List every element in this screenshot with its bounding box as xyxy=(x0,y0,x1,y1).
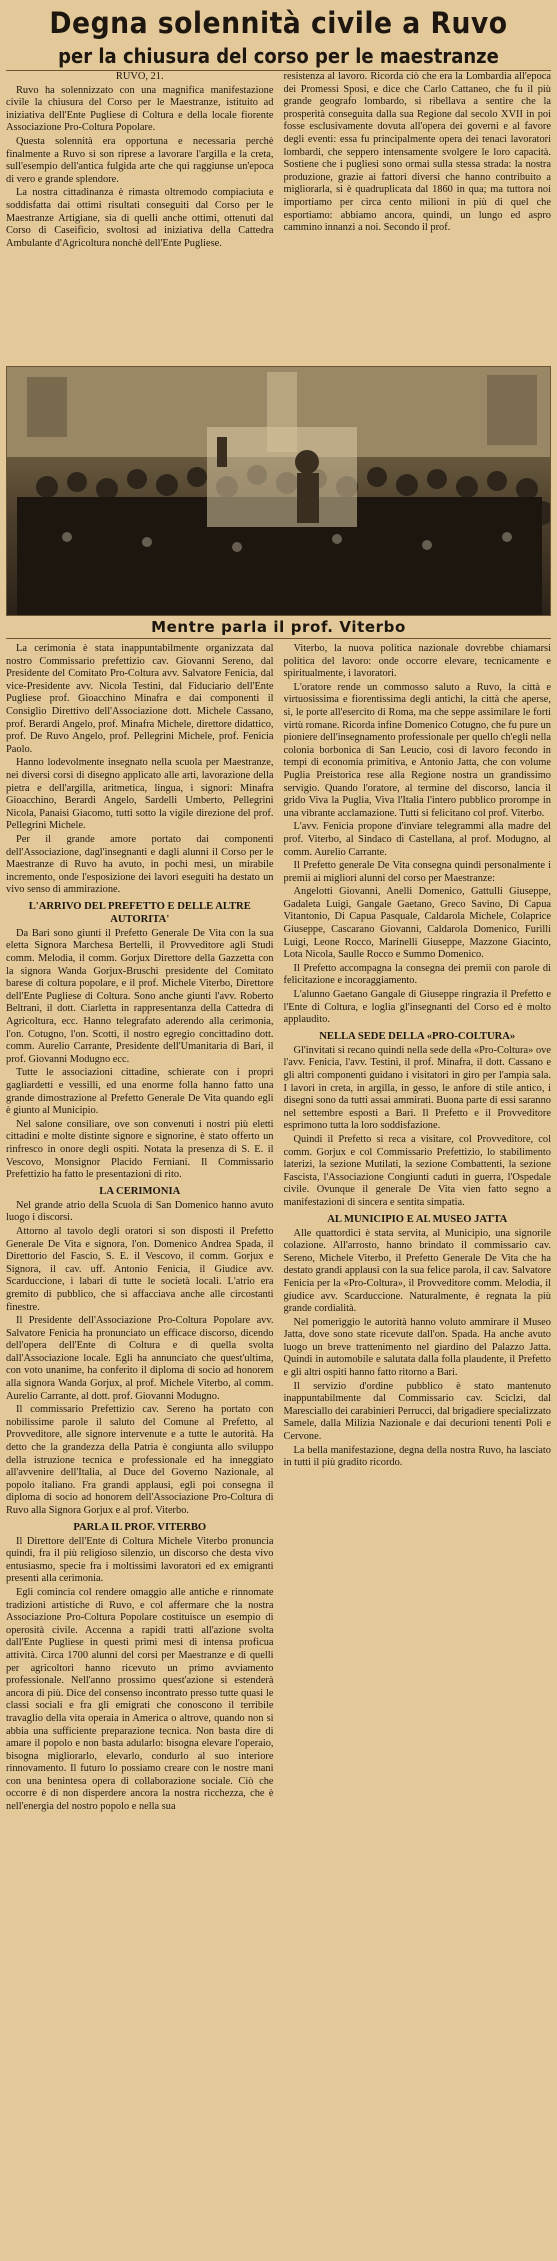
article-paragraph: Angelotti Giovanni, Anelli Domenico, Gattulli Giuseppe, Gadaleta Luigi, Gangale Gaetano, Greco Savino, Di Capua Vitantonio, Di Capua Pasquale, Caldarola Michele, Colaprice Giuseppe, Cascarano Giovanni, Caldarola Domenico, Furilli Luigi, Leone Rocco, Marinelli Giuseppe, Mazzone Giacinto, Lota Nicola, Saulle Rocco e Summo Domenico. xyxy=(283,886,551,961)
intro-paragraph: Questa solennità era opportuna e necessaria perchè finalmente a Ruvo si son riprese a lavorare l'argilla e la creta, sull'esempio dell'antica fulgida arte che qui raggiunse un'epoca di vero e grande splendore. xyxy=(6,135,274,185)
article-paragraph: Tutte le associazioni cittadine, schierate con i propri gagliardetti e vessilli, ed una enorme folla hanno fatto una grande dimostrazione al Prefetto Generale De Vita quando egli è giunto al Municipio. xyxy=(6,1067,274,1117)
dateline: RUVO, 21. xyxy=(115,71,164,82)
article-paragraph: L'oratore rende un commosso saluto a Ruvo, la città e virtuosissima e fiorentissima degli antichi, la città che aperse, si, le porte all'esercito di Roma, ma che seppe assimilare le forti virtù romane. Ricorda infine Domenico Cotugno, che fu pure un pioniere dell'insegnamento professionale per quello ch'egli nella colonia borbonica di San Leucio, così di lavoro fecondo in tempi di economia primitiva, e Antonio Jatta, che con volume Puglia Preistorica rese alla Regione nostra un grandissimo servigio. Quando l'oratore, al termine del discorso, lancia il grido Viva la Puglia, Viva l'Italia l'intero pubblico prorompe in una vibrante acclamazione. Tutti si felicitano col prof. Viterbo. xyxy=(283,681,551,819)
section-heading: L'ARRIVO DEL PREFETTO E DELLE ALTRE AUTORITA' xyxy=(28,900,251,925)
article-paragraph: Nel salone consiliare, ove son convenuti i nostri più eletti cittadini e molte distinte signore e signorine, è stato offerto un rinfresco in onore degli ospiti. Notata la presenza di S. E. il Vescovo, Monsignor Placido Ferniani. Il Commissario Prefettizio ha fatto le presentazioni di rito. xyxy=(6,1118,274,1181)
article-column-left xyxy=(6,643,274,2261)
article-paragraph: Quindi il Prefetto si reca a visitare, col Provveditore, col comm. Gorjux e col Commissario Prefettizio, lo stabilimento laterizi, la sezione Mutilati, la sezione Combattenti, la sezione Fascista, l'Associazione Congiunti caduti in guerra, l'Ospedale civile. Ovunque il generale De Vita vien fatto segno a manifestazioni di sincera e sentita simpatia. xyxy=(283,1133,551,1208)
article-paragraph: Gl'invitati si recano quindi nella sede della «Pro-Coltura» ove l'avv. Fenicia, l'avv. Testini, il prof. Minafra, il dott. Cassano e gli altri componenti guidano i visitatori in giro per l'ampia sala. I lavori in creta, in argilla, in gesso, le anfore di stile antico, i disegni sono da tutti assai ammirati. Buona parte di essi saranno nel settembre esposti a Bari. Il Prefetto e il Provveditore esprimono tutta la loro soddisfazione. xyxy=(283,1044,551,1132)
article-paragraph: Il Direttore dell'Ente di Coltura Michele Viterbo pronuncia quindi, fra il più religioso silenzio, un discorso che desta vivo entusiasmo, specie fra i moltissimi lavoratori ed ex emigranti presenti alla cerimonia. xyxy=(6,1535,274,1585)
intro-paragraph: resistenza al lavoro. Ricorda ciò che era la Lombardia all'epoca dei Promessi Sposi, e dice che Carlo Cattaneo, che fu il più grande geografo lombardo, si ribellava a sentire che la prosperità conseguita dalla sua Regione dal secolo XVII in poi fosse esclusivamente dovuta all'opera dei governi e al favore degli eventi: essa fu principalmente opera dei tenaci lavoratori lombardi, che seppero intensamente svolgere le loro capacità. Sostiene che i pugliesi sono ormai sulla stessa strada: la nostra produzione, grazie ai fattori diversi che hanno contribuito a migliorarla, si è quadruplicata dal 1860 in qua; ma tuttora noi importiamo per circa cento milioni in più di quel che esportiamo: abbiamo ancora, quindi, un lungo ed aspro cammino innanzi a noi. Secondo il prof. xyxy=(283,71,551,234)
article-paragraph: Nel grande atrio della Scuola di San Domenico hanno avuto luogo i discorsi. xyxy=(6,1199,274,1224)
photo-caption: Mentre parla il prof. Viterbo xyxy=(6,616,551,639)
intro-paragraph: La nostra cittadinanza è rimasta oltremodo compiaciuta e soddisfatta dai ottimi risultati conseguiti dal Corso per le Maestranze Artigiane, sia di quelli anche ottimi, ottenuti dal Corso di Caseificio, svoltosi ad iniziativa della Cattedra Ambulante d'Agricoltura nonchè dell'Ente Pugliese. xyxy=(6,187,274,249)
article-paragraph: Il servizio d'ordine pubblico è stato mantenuto inappuntabilmente dal Commissario cav. Sciclzi, dal Maresciallo dei carabinieri Perrucci, dal brigadiere specializzato Samele, dalla Milizia Nazionale e dai decurioni tenenti Poli e Cervone. xyxy=(283,1380,551,1443)
article-paragraph: Nel pomeriggio le autorità hanno voluto ammirare il Museo Jatta, dove sono state ricevute dall'on. Spada. Ha anche avuto luogo un breve trattenimento nel giardino del Palazzo Jatta. Quindi in automobile e salutata dalla folla plaudente, il Prefetto e gli altri ospiti hanno fatto ritorno a Bari. xyxy=(283,1316,551,1379)
section-heading: AL MUNICIPIO E AL MUSEO JATTA xyxy=(327,1213,508,1225)
article-paragraph: Il Prefetto accompagna la consegna dei premii con parole di felicitazione e incoraggiamento. xyxy=(283,962,551,987)
article-columns xyxy=(6,643,551,2261)
headline: Degna solennità civile a Ruvo xyxy=(49,6,508,40)
article-paragraph: Hanno lodevolmente insegnato nella scuola per Maestranze, nei diversi corsi di disegno applicato alle arti, lavorazione della pietra e dell'argilla, aritmetica, lingua, i signori: Minafra Gioacchino, Berardi Angelo, Sardelli Umberto, Pellegrini Nicola, Panaisi Giacomo, tutti sotto la vigile direzione del prof. Pellegrini Michele. xyxy=(6,757,274,832)
article-column-right xyxy=(284,643,552,2261)
article-paragraph: Per il grande amore portato dai componenti dell'Associazione, dagl'insegnanti e dagli alunni il Corso per le Maestranze di Ruvo ha avuto, in pochi mesi, un mirabile incremento, onde l'esposizione dei lavori eseguiti ha destato un vivo senso di ammirazione. xyxy=(6,833,274,896)
article-paragraph: Il Presidente dell'Associazione Pro-Coltura Popolare avv. Salvatore Fenicia ha pronunciato un efficace discorso, dicendo dell'opera dell'Ente di Coltura e di quella svolta dall'Associazione locale. Egli ha annunciato che quest'ultima, con voto unanime, ha conferito il diploma di socio ad honorem alla signora Wanda Gorjux, al prof. Michele Viterbo, al comm. Aurelio Carrante, al dott. prof. Giovanni Modugno. xyxy=(6,1315,274,1402)
section-heading: PARLA IL PROF. VITERBO xyxy=(73,1521,207,1533)
subheadline: per la chiusura del corso per le maestranze xyxy=(58,44,499,68)
article-paragraph: Viterbo, la nuova politica nazionale dovrebbe chiamarsi politica del lavoro: onde occorre elevare, tecnicamente e spiritualmente, i lavoratori. xyxy=(283,643,551,680)
article-paragraph: Egli comincia col rendere omaggio alle antiche e rinnomate tradizioni artistiche di Ruvo, e col affermare che la nostra Associazione Pro-Coltura Popolare costituisce un esempio di operosità civile. Accenna a rapidi tratti all'azione svolta dall'Ente Pugliese in questi primi mesi di intensa proficua attività. Circa 1700 alunni del corsi per Maestranze e di quelli per agricoltori hanno ricevuto un primo avviamento professionale. Nell'anno prossimo quest'azione si estenderà ancora di più. Dice del consenso incontrato presso tutte quasi le classi sociali e fra gli emigrati che conoscono il terribile travaglio della vita operaia in America o altrove, quando non si abbia una sufficiente preparazione tecnica. Non basta dire di amare il popolo e non basta adularlo: bisogna elevare l'operaio, bisogna migliorarlo, elevarlo, condurlo al suo interiore rinnovamento. Il futuro lo possiamo creare con le nostre mani con una benintesa opera di collaborazione sociale. Ciò che occorre è di non disperdere ancora la nostra ricchezza, che è nell'energia del nostro popolo e nella sua xyxy=(6,1586,274,1813)
article-paragraph: Alle quattordici è stata servita, al Municipio, una signorile colazione. All'arrosto, hanno brindato il commissario cav. Sereno, Michele Viterbo, il Prefetto Generale De Vita che ha destato grandi applausi con la sua felice parola, il cav. Salvatore Fenicia per la «Pro-Coltura», il Provveditore comm. Melodia, il giudice avv. Scarduccione. Naturalmente, è regnata la più grande cordialità. xyxy=(283,1227,551,1315)
article-paragraph: L'avv. Fenicia propone d'inviare telegrammi alla madre del prof. Viterbo, al Sindaco di Castellana, al prof. Modugno, al comm. Aurelio Carrante. xyxy=(283,821,551,858)
section-heading: NELLA SEDE DELLA «PRO-COLTURA» xyxy=(319,1030,516,1042)
article-paragraph: Da Bari sono giunti il Prefetto Generale De Vita con la sua eletta Signora Marchesa Bertelli, il Provveditore agli Studi comm. Melodia, il comm. Gorjux Direttore della Gazzetta con la signora Wanda Gorjux-Bruschi presidente del Comitato barese di coltura popolare, e il prof. Michele Viterbo, Direttore dell'Ente Pugliese di Coltura. Sono anche giunti l'avv. Roberto Beltrani, il dott. Ciarletta in rappresentanza della Cattedra di Agricoltura, ecc. Hanno telegrafato aderendo alla cerimonia, l'on. Cotugno, l'on. Scotti, il nostro egregio concittadino dott. comm. Aurelio Carrante, Presidente dell'Umanitaria di Bari, il prof. Giovanni Modugno ecc. xyxy=(6,927,274,1065)
article-paragraph: L'alunno Gaetano Gangale di Giuseppe ringrazia il Prefetto e l'Ente di Coltura, e loglia gl'insegnanti del Corso ed è molto applaudito. xyxy=(283,989,551,1026)
article-paragraph: Il Prefetto generale De Vita consegna quindi personalmente i premii ai migliori alunni del corso per Maestranze: xyxy=(283,860,551,884)
intro-column-left xyxy=(6,71,274,362)
article-paragraph: Il commissario Prefettizio cav. Sereno ha portato con nobilissime parole il saluto del Comune al Prefetto, al Provveditore, alle signore intervenute e a tutte le autorità. Ha detto che la grandezza della Patria è congiunta allo sviluppo della istruzione tecnica e professionale ed ha inneggiato all'avvenire dell'Italia, al Duce del Governo Nazionale, al popolo italiano. Fra grandi applausi, egli poi consegna il diploma di socio ad honorem dell'Associazione Pro-Coltura di Ruvo alla Signora Gorjux e al prof. Viterbo. xyxy=(6,1404,274,1516)
section-heading: LA CERIMONIA xyxy=(99,1185,181,1197)
article-paragraph: La cerimonia è stata inappuntabilmente organizzata dal nostro Commissario prefettizio cav. Giovanni Sereno, dal Presidente del Comitato Pro-Coltura avv. Salvatore Fenicia, dal vice-Presidente avv. Nicola Testini, dal Fiduciario dell'Ente Pugliese prof. Gioacchino Minafra e dai componenti il Consiglio Direttivo dell'Associazione dott. Michele Cassano, prof. Berardi Angelo, prof. Minafra Michele, direttore didattico, prof. De Ruvo Angelo, prof. Pellegrini Michele, prof. Fenicia Paolo. xyxy=(6,643,274,755)
article-paragraph: La bella manifestazione, degna della nostra Ruvo, ha lasciato in tutti il più gradito ricordo. xyxy=(283,1444,551,1469)
crowd-photo xyxy=(6,366,551,616)
article-paragraph: Attorno al tavolo degli oratori si son disposti il Prefetto Generale De Vita e signora, l'on. Domenico Andrea Spada, il Direttorio del Fascio, S. E. il Vescovo, il comm. Gorjux e Signora, il cav. uff. Antonio Fenicia, il Giudice avv. Scarduccione, i labari di tutte le società locali. L'atrio era gremito di pubblico, che si affacciava anche alle circostanti finestre. xyxy=(6,1225,274,1313)
intro-column-right xyxy=(284,71,552,362)
photo-image xyxy=(7,367,551,615)
intro-paragraph: Ruvo ha solennizzato con una magnifica manifestazione civile la chiusura del Corso per le Maestranze, istituito ad iniziativa dell'Ente Pugliese di Coltura e della locale fiorente Associazione Pro-Coltura Popolare. xyxy=(6,84,274,134)
intro-columns xyxy=(6,71,551,362)
